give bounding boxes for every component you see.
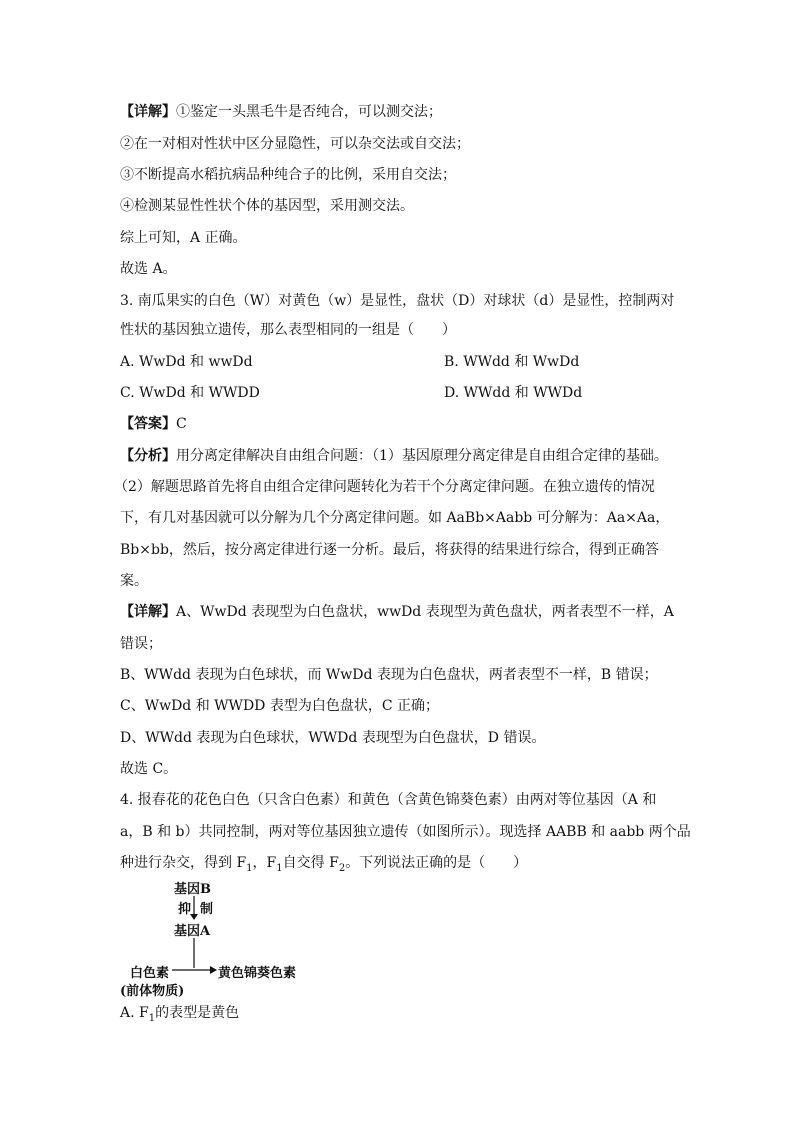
question-4-option-a bbox=[120, 1003, 239, 1023]
section-label: 【详解】 bbox=[120, 104, 176, 120]
inhibit-label-2: 制 bbox=[200, 902, 214, 917]
line-text: 的表型是黄色 bbox=[155, 1005, 240, 1021]
option-a: A. WwDd 和 wwDd bbox=[120, 354, 253, 370]
answer-label: 【答案】 bbox=[120, 416, 176, 432]
line-text: 。下列说法正确的是（ ） bbox=[345, 855, 528, 871]
detail-line bbox=[120, 634, 162, 654]
line-text: 种进行杂交，得到 F bbox=[120, 855, 247, 871]
line-text: 下，有几对基因就可以分解为几个分离定律问题。如 AaBb×Aabb 可分解为：Aa×Aa， bbox=[120, 510, 670, 526]
answer-value: C bbox=[176, 416, 187, 432]
line-text: B、WWdd 表现为白色球状，而 WwDd 表现为白色盘状，两者表型不一样，B 错误； bbox=[120, 667, 658, 683]
text-line bbox=[120, 228, 247, 248]
line-text: ②在一对相对性状中区分显隐性，可以杂交法或自交法； bbox=[120, 136, 470, 152]
subscript: 1 bbox=[276, 862, 283, 874]
precursor-label: (前体物质) bbox=[120, 984, 185, 999]
subscript: 1 bbox=[246, 862, 253, 874]
analysis-line bbox=[120, 571, 148, 591]
analysis-line bbox=[120, 540, 659, 560]
white-pigment-label: 白色素 bbox=[130, 966, 170, 981]
line-text: 3. 南瓜果实的白色（W）对黄色（w）是显性，盘状（D）对球状（d）是显性，控制两对 bbox=[120, 293, 675, 309]
line-text: a，B 和 b）共同控制，两对等位基因独立遗传（如图所示）。现选择 AABB 和 aabb 两个品 bbox=[120, 824, 691, 840]
text-line bbox=[120, 259, 177, 279]
question-3-text bbox=[120, 320, 456, 340]
line-text: 性状的基因独立遗传，那么表型相同的一组是（ ） bbox=[120, 322, 456, 338]
line-text: ，F bbox=[252, 855, 277, 871]
line-text: 案。 bbox=[120, 573, 148, 589]
line-text: A、WwDd 表现型为白色盘状，wwDd 表现型为黄色盘状，两者表型不一样，A bbox=[176, 604, 674, 620]
text-line bbox=[120, 102, 442, 122]
analysis-line bbox=[120, 508, 669, 528]
option-d: D. WWdd 和 WWDd bbox=[444, 385, 583, 401]
line-text: ①鉴定一头黑毛牛是否纯合，可以测交法； bbox=[176, 104, 442, 120]
question-4-text bbox=[120, 822, 691, 842]
line-text: 故选 A。 bbox=[120, 261, 177, 277]
line-text: 故选 C。 bbox=[120, 761, 178, 777]
analysis-label: 【分析】 bbox=[120, 448, 176, 464]
line-text: 综上可知，A 正确。 bbox=[120, 230, 247, 246]
question-4-text bbox=[120, 853, 527, 873]
conversion-arrow-head bbox=[210, 966, 217, 974]
line-text: D、WWdd 表现为白色球状，WWDd 表现型为白色盘状，D 错误。 bbox=[120, 730, 546, 746]
analysis-line bbox=[120, 446, 668, 466]
answer-line bbox=[120, 414, 187, 434]
text-line bbox=[120, 165, 456, 185]
line-text: 用分离定律解决自由组合问题：（1）基因原理分离定律是自由组合定律的基础。 bbox=[176, 448, 668, 464]
subscript: 1 bbox=[148, 1012, 156, 1024]
inhibit-label-1: 抑 bbox=[178, 902, 192, 917]
gene-a-label: 基因A bbox=[174, 924, 211, 939]
line-text: ③不断提高水稻抗病品种纯合子的比例，采用自交法； bbox=[120, 167, 456, 183]
question-3-text bbox=[120, 291, 674, 311]
detail-label: 【详解】 bbox=[120, 604, 176, 620]
subscript: 2 bbox=[338, 862, 346, 874]
yellow-pigment-label: 黄色锦葵色素 bbox=[218, 966, 297, 981]
detail-line bbox=[120, 759, 177, 779]
detail-line bbox=[120, 696, 439, 716]
analysis-line bbox=[114, 477, 655, 497]
option-c: C. WwDd 和 WWDD bbox=[120, 385, 260, 401]
text-line bbox=[120, 196, 414, 216]
detail-line bbox=[120, 728, 545, 748]
question-4-text bbox=[120, 790, 656, 810]
line-text: C、WwDd 和 WWDD 表型为白色盘状，C 正确； bbox=[120, 698, 440, 714]
line-text: 4. 报春花的花色白色（只含白色素）和黄色（含黄色锦葵色素）由两对等位基因（A 和 bbox=[120, 792, 657, 808]
gene-b-label: 基因B bbox=[174, 882, 211, 897]
detail-line bbox=[120, 602, 674, 622]
line-text: Bb×bb，然后，按分离定律进行逐一分析。最后，将获得的结果进行综合，得到正确答 bbox=[120, 542, 659, 558]
inhibit-arrow-head bbox=[190, 914, 198, 920]
line-text: 错误； bbox=[120, 636, 162, 652]
line-text: A. F bbox=[120, 1005, 149, 1021]
line-text: 自交得 F bbox=[282, 855, 339, 871]
option-b: B. WWdd 和 WwDd bbox=[444, 354, 580, 370]
detail-line bbox=[120, 665, 658, 685]
text-line bbox=[120, 134, 470, 154]
line-text: ④检测某显性性状个体的基因型，采用测交法。 bbox=[120, 198, 414, 214]
line-text: （2）解题思路首先将自由组合定律问题转化为若干个分离定律问题。在独立遗传的情况 bbox=[114, 479, 655, 495]
